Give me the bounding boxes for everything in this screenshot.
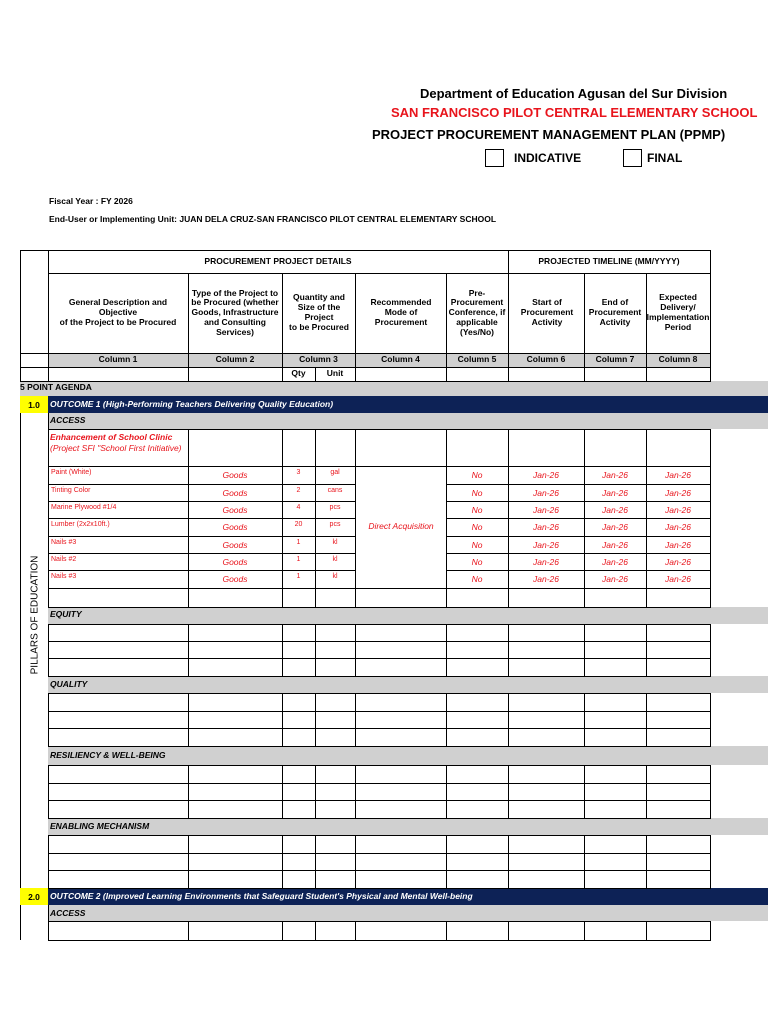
pillar-equity: EQUITY — [50, 609, 82, 619]
outcome2-number: 2.0 — [20, 888, 48, 905]
project-title: Enhancement of School Clinic — [50, 432, 173, 442]
item-qty: 4 — [296, 504, 301, 511]
item-end: Jan-26 — [602, 488, 628, 498]
item-type: Goods — [222, 540, 248, 550]
pillar-access-1: ACCESS — [50, 415, 86, 425]
col-header-5: Pre-Procurement Conference, if applicable (Yes/No) — [448, 287, 506, 337]
item-delivery: Jan-26 — [665, 574, 691, 584]
access-band-2 — [48, 905, 768, 921]
column-number-7: Column 7 — [595, 354, 635, 365]
col-header-6: Start of Procurement Activity — [520, 297, 574, 327]
item-unit: gal — [330, 469, 340, 476]
column-number-3: Column 3 — [299, 354, 338, 365]
indicative-label: INDICATIVE — [514, 151, 582, 165]
item-end: Jan-26 — [602, 574, 628, 584]
item-delivery: Jan-26 — [665, 488, 691, 498]
item-delivery: Jan-26 — [665, 505, 691, 515]
item-start: Jan-26 — [533, 574, 559, 584]
item-start: Jan-26 — [533, 522, 559, 532]
item-unit: kl — [332, 556, 338, 563]
outcome2-title: OUTCOME 2 (Improved Learning Environments that Safeguard Student's Physical and Mental Well-being — [50, 891, 473, 901]
item-unit: cans — [327, 487, 343, 494]
group-header-timeline: PROJECTED TIMELINE (MM/YYYY) — [538, 256, 680, 267]
end-user: End-User or Implementing Unit: JUAN DELA CRUZ-SAN FRANCISCO PILOT CENTRAL ELEMENTARY SCHOOL — [49, 214, 497, 224]
enabling-band — [48, 818, 768, 835]
item-name: Tinting Color — [51, 487, 91, 494]
item-start: Jan-26 — [533, 505, 559, 515]
item-name: Nails #3 — [51, 573, 77, 580]
item-delivery: Jan-26 — [665, 470, 691, 480]
item-name: Marine Plywood #1/4 — [51, 504, 117, 511]
item-delivery: Jan-26 — [665, 557, 691, 567]
item-delivery: Jan-26 — [665, 522, 691, 532]
item-qty: 20 — [294, 521, 303, 528]
item-type: Goods — [222, 488, 248, 498]
item-pre-conference: No — [471, 505, 483, 515]
item-type: Goods — [222, 574, 248, 584]
group-header-details: PROCUREMENT PROJECT DETAILS — [204, 256, 352, 267]
school-name: SAN FRANCISCO PILOT CENTRAL ELEMENTARY SCHOOL — [391, 105, 758, 120]
column-number-2: Column 2 — [215, 354, 255, 365]
item-end: Jan-26 — [602, 557, 628, 567]
item-start: Jan-26 — [533, 488, 559, 498]
item-name: Nails #3 — [51, 539, 77, 546]
pillars-of-education-label: PILLARS OF EDUCATION — [29, 555, 41, 675]
final-label: FINAL — [647, 151, 683, 165]
column-number-5: Column 5 — [457, 354, 497, 365]
unit-label: Unit — [326, 368, 344, 379]
column-number-1: Column 1 — [98, 354, 138, 365]
col-header-2: Type of the Project to be Procured (whether Goods, Infrastructure and Consulting Services) — [191, 287, 279, 337]
item-end: Jan-26 — [602, 540, 628, 550]
pillar-quality: QUALITY — [50, 679, 88, 689]
final-checkbox[interactable] — [623, 149, 642, 167]
mode-of-procurement: Direct Acquisition — [368, 521, 434, 531]
item-start: Jan-26 — [533, 540, 559, 550]
item-type: Goods — [222, 505, 248, 515]
item-pre-conference: No — [471, 488, 483, 498]
column-number-8: Column 8 — [658, 354, 698, 365]
item-type: Goods — [222, 522, 248, 532]
column-number-4: Column 4 — [381, 354, 420, 365]
item-qty: 2 — [296, 487, 301, 494]
item-pre-conference: No — [471, 470, 483, 480]
department-title: Department of Education Agusan del Sur Division — [420, 86, 728, 101]
item-name: Lumber (2x2x10ft.) — [51, 521, 110, 528]
agenda-label: 5 POINT AGENDA — [20, 382, 92, 392]
item-start: Jan-26 — [533, 470, 559, 480]
project-subtitle: (Project SFI "School First Initiative) — [50, 443, 182, 453]
col-header-4: Recommended Mode of Procurement — [370, 297, 432, 327]
column-number-6: Column 6 — [526, 354, 566, 365]
col-header-7: End of Procurement Activity — [588, 297, 642, 327]
item-qty: 1 — [296, 556, 301, 563]
item-end: Jan-26 — [602, 470, 628, 480]
item-qty: 1 — [296, 573, 301, 580]
qty-label: Qty — [291, 368, 306, 379]
pillar-enabling: ENABLING MECHANISM — [50, 821, 150, 831]
col-header-1: General Description and Objective of the Project to be Procured — [59, 297, 177, 327]
indicative-checkbox[interactable] — [485, 149, 504, 167]
item-start: Jan-26 — [533, 557, 559, 567]
item-name: Paint (White) — [51, 469, 92, 476]
item-pre-conference: No — [471, 557, 483, 567]
quality-band — [48, 676, 768, 693]
item-unit: pcs — [329, 521, 341, 528]
fiscal-year: Fiscal Year : FY 2026 — [49, 196, 133, 206]
col-header-8: Expected Delivery/ Implementation Period — [646, 292, 710, 332]
pillar-access-2: ACCESS — [50, 908, 86, 918]
item-type: Goods — [222, 557, 248, 567]
access-band-1 — [48, 413, 768, 429]
equity-band — [48, 607, 768, 624]
plan-title: PROJECT PROCUREMENT MANAGEMENT PLAN (PPMP) — [372, 127, 726, 142]
item-end: Jan-26 — [602, 505, 628, 515]
item-end: Jan-26 — [602, 522, 628, 532]
item-pre-conference: No — [471, 540, 483, 550]
item-pre-conference: No — [471, 574, 483, 584]
col-header-3: Quantity and Size of the Project to be Procured — [289, 292, 349, 332]
item-pre-conference: No — [471, 522, 483, 532]
item-unit: kl — [332, 573, 338, 580]
item-qty: 3 — [296, 469, 301, 476]
item-delivery: Jan-26 — [665, 540, 691, 550]
agenda-band — [20, 381, 768, 396]
item-qty: 1 — [296, 539, 301, 546]
outcome1-number: 1.0 — [20, 396, 48, 413]
pillar-resiliency: RESILIENCY & WELL-BEING — [50, 750, 166, 760]
outcome1-title: OUTCOME 1 (High-Performing Teachers Delivering Quality Education) — [50, 399, 334, 409]
item-name: Nails #2 — [51, 556, 77, 563]
item-type: Goods — [222, 470, 248, 480]
item-unit: pcs — [329, 504, 341, 511]
item-unit: kl — [332, 539, 338, 546]
